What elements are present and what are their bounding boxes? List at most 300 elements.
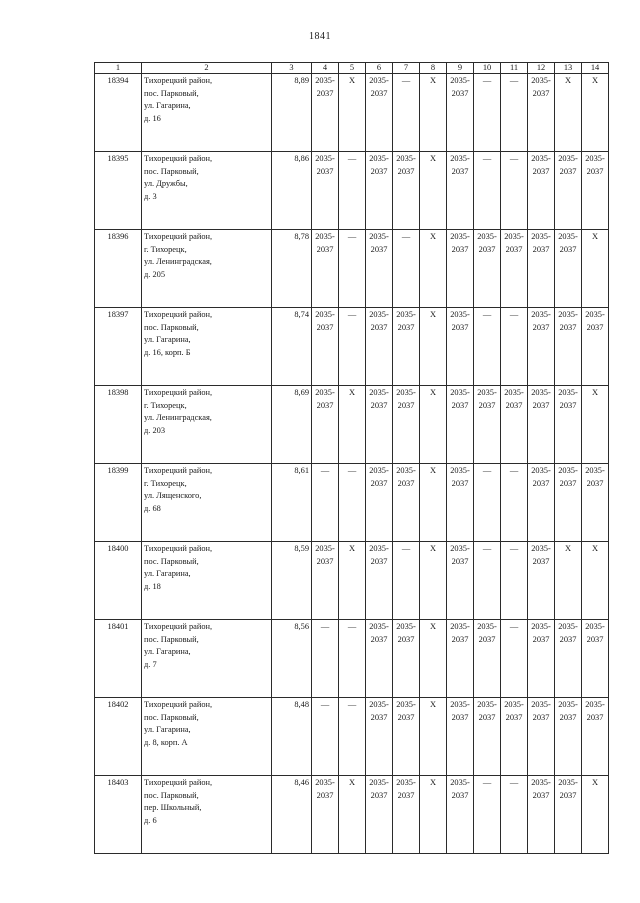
- period-cell-col-6: [366, 230, 393, 308]
- period-year: 2037: [559, 712, 577, 722]
- period-year: 2035-: [369, 388, 389, 397]
- period-cell-col-5: X: [339, 386, 366, 464]
- value-cell: 8,86: [272, 152, 312, 230]
- address-line: д. 205: [144, 269, 166, 279]
- address-line: пос. Парковый,: [144, 322, 199, 332]
- period-cell-col-9: [447, 308, 474, 386]
- address-cell: [142, 74, 272, 152]
- period-year: 2035-: [315, 154, 335, 163]
- period-cell-col-5: —: [339, 464, 366, 542]
- period-cell-col-4: [312, 542, 339, 620]
- period-year: 2035-: [585, 622, 605, 631]
- period-cell-col-6: [366, 308, 393, 386]
- period-cell-col-6: [366, 698, 393, 776]
- period-year: 2037: [559, 322, 577, 332]
- period-cell-col-6: [366, 152, 393, 230]
- period-year: 2035-: [585, 154, 605, 163]
- period-year: 2035-: [396, 466, 416, 475]
- period-year: 2037: [316, 400, 334, 410]
- period-year: 2035-: [585, 700, 605, 709]
- address-line: д. 18: [144, 581, 161, 591]
- period-year: 2037: [586, 322, 604, 332]
- period-year: 2035-: [477, 700, 497, 709]
- column-header-6: 6: [366, 63, 393, 74]
- address-line: д. 16, корп. Б: [144, 347, 191, 357]
- period-year: 2037: [451, 244, 469, 254]
- period-year: 2037: [370, 88, 388, 98]
- period-year: 2037: [370, 478, 388, 488]
- period-year: 2037: [370, 634, 388, 644]
- period-cell-col-4: —: [312, 620, 339, 698]
- period-year: 2035-: [396, 700, 416, 709]
- period-year: 2037: [451, 400, 469, 410]
- period-year: 2037: [532, 556, 550, 566]
- period-cell-col-14: [582, 464, 609, 542]
- row-id: 18398: [95, 386, 142, 464]
- period-year: 2035-: [504, 388, 524, 397]
- period-cell-col-5: X: [339, 542, 366, 620]
- period-cell-col-4: [312, 776, 339, 854]
- period-cell-col-6: [366, 542, 393, 620]
- value-cell: 8,61: [272, 464, 312, 542]
- address-line: Тихорецкий район,: [144, 544, 213, 553]
- period-year: 2037: [451, 166, 469, 176]
- address-line: Тихорецкий район,: [144, 154, 213, 163]
- row-id: 18403: [95, 776, 142, 854]
- period-year: 2037: [478, 244, 496, 254]
- address-line: ул. Гагарина,: [144, 335, 191, 344]
- column-header-14: 14: [582, 63, 609, 74]
- address-line: д. 68: [144, 503, 161, 513]
- period-cell-col-4: [312, 74, 339, 152]
- period-year: 2035-: [558, 310, 578, 319]
- period-year: 2037: [586, 478, 604, 488]
- period-cell-col-10: —: [474, 776, 501, 854]
- address-line: д. 6: [144, 815, 157, 825]
- period-cell-col-5: —: [339, 620, 366, 698]
- period-cell-col-5: —: [339, 698, 366, 776]
- address-line: г. Тихорецк,: [144, 400, 187, 410]
- period-cell-col-6: [366, 464, 393, 542]
- period-cell-col-13: [555, 308, 582, 386]
- address-line: Тихорецкий район,: [144, 232, 213, 241]
- period-year: 2035-: [450, 388, 470, 397]
- period-year: 2035-: [585, 466, 605, 475]
- period-cell-col-10: —: [474, 308, 501, 386]
- period-cell-col-5: —: [339, 308, 366, 386]
- period-year: 2035-: [369, 544, 389, 553]
- period-cell-col-7: [393, 698, 420, 776]
- period-year: 2037: [532, 166, 550, 176]
- address-line: г. Тихорецк,: [144, 244, 187, 254]
- period-cell-col-13: X: [555, 542, 582, 620]
- period-year: 2035-: [396, 778, 416, 787]
- address-line: д. 7: [144, 659, 157, 669]
- period-year: 2037: [370, 244, 388, 254]
- period-cell-col-7: [393, 620, 420, 698]
- period-cell-col-7: —: [393, 230, 420, 308]
- address-line: Тихорецкий район,: [144, 76, 213, 85]
- period-cell-col-7: [393, 308, 420, 386]
- period-year: 2037: [532, 322, 550, 332]
- row-id: 18397: [95, 308, 142, 386]
- period-cell-col-12: [528, 152, 555, 230]
- table-row: [95, 464, 609, 542]
- value-cell: 8,89: [272, 74, 312, 152]
- address-line: д. 8, корп. А: [144, 737, 188, 747]
- period-year: 2035-: [477, 622, 497, 631]
- period-year: 2037: [397, 400, 415, 410]
- period-cell-col-12: [528, 386, 555, 464]
- period-year: 2035-: [531, 232, 551, 241]
- period-year: 2037: [505, 712, 523, 722]
- column-header-1: 1: [95, 63, 142, 74]
- table-row: [95, 620, 609, 698]
- period-year: 2035-: [531, 622, 551, 631]
- period-year: 2035-: [396, 622, 416, 631]
- period-cell-col-13: [555, 464, 582, 542]
- period-cell-col-12: [528, 230, 555, 308]
- period-cell-col-9: [447, 464, 474, 542]
- period-cell-col-8: X: [420, 542, 447, 620]
- period-cell-col-9: [447, 698, 474, 776]
- period-year: 2035-: [369, 232, 389, 241]
- address-cell: [142, 698, 272, 776]
- period-year: 2037: [316, 556, 334, 566]
- address-line: Тихорецкий район,: [144, 778, 213, 787]
- address-line: пер. Школьный,: [144, 803, 202, 812]
- address-line: ул. Дружбы,: [144, 179, 188, 188]
- period-cell-col-10: —: [474, 74, 501, 152]
- period-year: 2037: [505, 400, 523, 410]
- period-year: 2037: [397, 478, 415, 488]
- period-year: 2035-: [369, 154, 389, 163]
- period-year: 2035-: [558, 622, 578, 631]
- period-year: 2037: [370, 400, 388, 410]
- period-cell-col-10: [474, 230, 501, 308]
- period-year: 2037: [478, 400, 496, 410]
- address-cell: [142, 230, 272, 308]
- address-cell: [142, 386, 272, 464]
- address-cell: [142, 464, 272, 542]
- address-line: Тихорецкий район,: [144, 466, 213, 475]
- period-year: 2037: [370, 712, 388, 722]
- period-year: 2037: [559, 478, 577, 488]
- period-year: 2037: [451, 478, 469, 488]
- period-cell-col-6: [366, 620, 393, 698]
- period-year: 2035-: [450, 310, 470, 319]
- period-year: 2035-: [450, 466, 470, 475]
- period-year: 2037: [397, 634, 415, 644]
- period-cell-col-9: [447, 74, 474, 152]
- period-cell-col-7: [393, 152, 420, 230]
- address-line: Тихорецкий район,: [144, 310, 213, 319]
- period-cell-col-8: X: [420, 464, 447, 542]
- period-cell-col-11: —: [501, 542, 528, 620]
- period-cell-col-14: X: [582, 542, 609, 620]
- address-line: ул. Ленинградская,: [144, 413, 212, 422]
- period-year: 2037: [478, 634, 496, 644]
- column-header-13: 13: [555, 63, 582, 74]
- table-body: [95, 74, 609, 854]
- period-year: 2035-: [315, 232, 335, 241]
- period-year: 2035-: [315, 76, 335, 85]
- period-cell-col-13: X: [555, 74, 582, 152]
- period-cell-col-11: —: [501, 74, 528, 152]
- period-year: 2035-: [369, 310, 389, 319]
- period-cell-col-8: X: [420, 620, 447, 698]
- period-cell-col-12: [528, 542, 555, 620]
- address-line: пос. Парковый,: [144, 166, 199, 176]
- address-line: д. 16: [144, 113, 161, 123]
- period-cell-col-10: [474, 386, 501, 464]
- period-year: 2035-: [396, 154, 416, 163]
- period-year: 2037: [316, 88, 334, 98]
- period-cell-col-7: [393, 386, 420, 464]
- address-line: ул. Лященского,: [144, 491, 202, 500]
- table-row: [95, 308, 609, 386]
- period-cell-col-9: [447, 620, 474, 698]
- period-cell-col-12: [528, 620, 555, 698]
- period-cell-col-14: [582, 620, 609, 698]
- period-year: 2035-: [450, 76, 470, 85]
- column-header-2: 2: [142, 63, 272, 74]
- period-year: 2037: [451, 790, 469, 800]
- period-year: 2037: [397, 322, 415, 332]
- period-cell-col-10: —: [474, 464, 501, 542]
- period-cell-col-4: [312, 230, 339, 308]
- address-line: ул. Гагарина,: [144, 569, 191, 578]
- period-year: 2037: [451, 634, 469, 644]
- address-line: ул. Гагарина,: [144, 647, 191, 656]
- period-year: 2035-: [396, 310, 416, 319]
- table-row: [95, 152, 609, 230]
- period-year: 2037: [505, 244, 523, 254]
- period-year: 2037: [316, 244, 334, 254]
- period-year: 2035-: [450, 232, 470, 241]
- period-cell-col-9: [447, 386, 474, 464]
- period-year: 2037: [316, 166, 334, 176]
- period-cell-col-14: X: [582, 230, 609, 308]
- period-year: 2035-: [504, 700, 524, 709]
- period-cell-col-13: [555, 620, 582, 698]
- period-cell-col-11: —: [501, 152, 528, 230]
- period-cell-col-6: [366, 386, 393, 464]
- period-year: 2035-: [558, 700, 578, 709]
- address-line: г. Тихорецк,: [144, 478, 187, 488]
- period-year: 2035-: [369, 778, 389, 787]
- period-year: 2035-: [450, 700, 470, 709]
- period-cell-col-13: [555, 776, 582, 854]
- period-cell-col-11: [501, 230, 528, 308]
- period-cell-col-11: [501, 698, 528, 776]
- row-id: 18402: [95, 698, 142, 776]
- period-year: 2035-: [558, 154, 578, 163]
- address-line: пос. Парковый,: [144, 790, 199, 800]
- address-line: пос. Парковый,: [144, 634, 199, 644]
- row-id: 18396: [95, 230, 142, 308]
- period-year: 2035-: [558, 232, 578, 241]
- period-cell-col-8: X: [420, 776, 447, 854]
- period-year: 2037: [316, 322, 334, 332]
- table-row: [95, 776, 609, 854]
- period-year: 2035-: [450, 778, 470, 787]
- period-year: 2037: [370, 556, 388, 566]
- period-year: 2037: [586, 634, 604, 644]
- column-header-5: 5: [339, 63, 366, 74]
- value-cell: 8,69: [272, 386, 312, 464]
- period-cell-col-10: —: [474, 542, 501, 620]
- period-year: 2035-: [531, 76, 551, 85]
- period-year: 2035-: [396, 388, 416, 397]
- period-year: 2035-: [531, 544, 551, 553]
- address-line: ул. Гагарина,: [144, 725, 191, 734]
- period-cell-col-11: —: [501, 620, 528, 698]
- period-cell-col-8: X: [420, 386, 447, 464]
- period-year: 2037: [586, 712, 604, 722]
- period-cell-col-9: [447, 542, 474, 620]
- period-year: 2035-: [369, 76, 389, 85]
- period-cell-col-13: [555, 152, 582, 230]
- period-cell-col-4: [312, 152, 339, 230]
- period-year: 2035-: [585, 310, 605, 319]
- period-cell-col-5: —: [339, 152, 366, 230]
- row-id: 18400: [95, 542, 142, 620]
- table-row: [95, 386, 609, 464]
- period-cell-col-9: [447, 230, 474, 308]
- period-year: 2035-: [531, 466, 551, 475]
- period-year: 2037: [451, 322, 469, 332]
- period-cell-col-14: [582, 152, 609, 230]
- period-year: 2037: [559, 166, 577, 176]
- period-cell-col-8: X: [420, 230, 447, 308]
- period-cell-col-14: X: [582, 74, 609, 152]
- period-cell-col-12: [528, 698, 555, 776]
- period-cell-col-4: —: [312, 464, 339, 542]
- address-line: д. 203: [144, 425, 166, 435]
- table-row: [95, 230, 609, 308]
- period-year: 2037: [397, 790, 415, 800]
- period-year: 2035-: [558, 388, 578, 397]
- column-header-9: 9: [447, 63, 474, 74]
- row-id: 18394: [95, 74, 142, 152]
- address-line: д. 3: [144, 191, 157, 201]
- column-header-11: 11: [501, 63, 528, 74]
- period-cell-col-7: —: [393, 542, 420, 620]
- period-cell-col-12: [528, 308, 555, 386]
- period-year: 2037: [532, 400, 550, 410]
- period-cell-col-14: [582, 308, 609, 386]
- period-year: 2035-: [450, 544, 470, 553]
- period-cell-col-5: X: [339, 776, 366, 854]
- period-cell-col-6: [366, 776, 393, 854]
- period-cell-col-11: —: [501, 464, 528, 542]
- address-cell: [142, 152, 272, 230]
- period-cell-col-7: [393, 776, 420, 854]
- period-cell-col-7: [393, 464, 420, 542]
- address-cell: [142, 308, 272, 386]
- period-cell-col-14: X: [582, 386, 609, 464]
- column-header-12: 12: [528, 63, 555, 74]
- period-year: 2035-: [369, 466, 389, 475]
- page-number: 1841: [309, 31, 331, 42]
- period-cell-col-4: [312, 308, 339, 386]
- period-year: 2037: [532, 478, 550, 488]
- value-cell: 8,56: [272, 620, 312, 698]
- column-header-4: 4: [312, 63, 339, 74]
- address-line: пос. Парковый,: [144, 556, 199, 566]
- value-cell: 8,48: [272, 698, 312, 776]
- period-cell-col-11: —: [501, 308, 528, 386]
- period-year: 2035-: [477, 388, 497, 397]
- period-year: 2035-: [558, 466, 578, 475]
- address-line: Тихорецкий район,: [144, 622, 213, 631]
- period-cell-col-5: X: [339, 74, 366, 152]
- value-cell: 8,59: [272, 542, 312, 620]
- period-cell-col-6: [366, 74, 393, 152]
- address-line: Тихорецкий район,: [144, 700, 213, 709]
- period-year: 2037: [397, 712, 415, 722]
- period-year: 2035-: [558, 778, 578, 787]
- table-row: [95, 74, 609, 152]
- period-year: 2037: [532, 88, 550, 98]
- column-header-7: 7: [393, 63, 420, 74]
- period-year: 2035-: [531, 700, 551, 709]
- address-cell: [142, 620, 272, 698]
- period-cell-col-4: [312, 386, 339, 464]
- period-year: 2037: [316, 790, 334, 800]
- period-year: 2037: [370, 166, 388, 176]
- period-cell-col-14: [582, 698, 609, 776]
- period-year: 2035-: [450, 622, 470, 631]
- period-year: 2037: [532, 790, 550, 800]
- period-year: 2037: [451, 556, 469, 566]
- period-cell-col-13: [555, 230, 582, 308]
- period-year: 2035-: [369, 700, 389, 709]
- period-year: 2037: [532, 712, 550, 722]
- address-cell: [142, 542, 272, 620]
- period-year: 2037: [559, 790, 577, 800]
- register-table: [94, 62, 609, 854]
- period-year: 2037: [397, 166, 415, 176]
- period-year: 2035-: [531, 154, 551, 163]
- period-cell-col-7: —: [393, 74, 420, 152]
- period-year: 2037: [370, 790, 388, 800]
- period-year: 2035-: [369, 622, 389, 631]
- address-line: пос. Парковый,: [144, 88, 199, 98]
- period-year: 2035-: [531, 388, 551, 397]
- period-cell-col-8: X: [420, 152, 447, 230]
- row-id: 18401: [95, 620, 142, 698]
- period-cell-col-13: [555, 698, 582, 776]
- period-cell-col-12: [528, 776, 555, 854]
- address-line: Тихорецкий район,: [144, 388, 213, 397]
- period-year: 2037: [532, 634, 550, 644]
- period-cell-col-10: [474, 698, 501, 776]
- period-year: 2037: [586, 166, 604, 176]
- period-year: 2035-: [450, 154, 470, 163]
- period-year: 2037: [451, 712, 469, 722]
- period-cell-col-8: X: [420, 308, 447, 386]
- period-cell-col-10: —: [474, 152, 501, 230]
- period-cell-col-8: X: [420, 74, 447, 152]
- period-year: 2037: [559, 634, 577, 644]
- period-year: 2037: [451, 88, 469, 98]
- period-cell-col-5: —: [339, 230, 366, 308]
- address-cell: [142, 776, 272, 854]
- table-row: [95, 698, 609, 776]
- address-line: ул. Гагарина,: [144, 101, 191, 110]
